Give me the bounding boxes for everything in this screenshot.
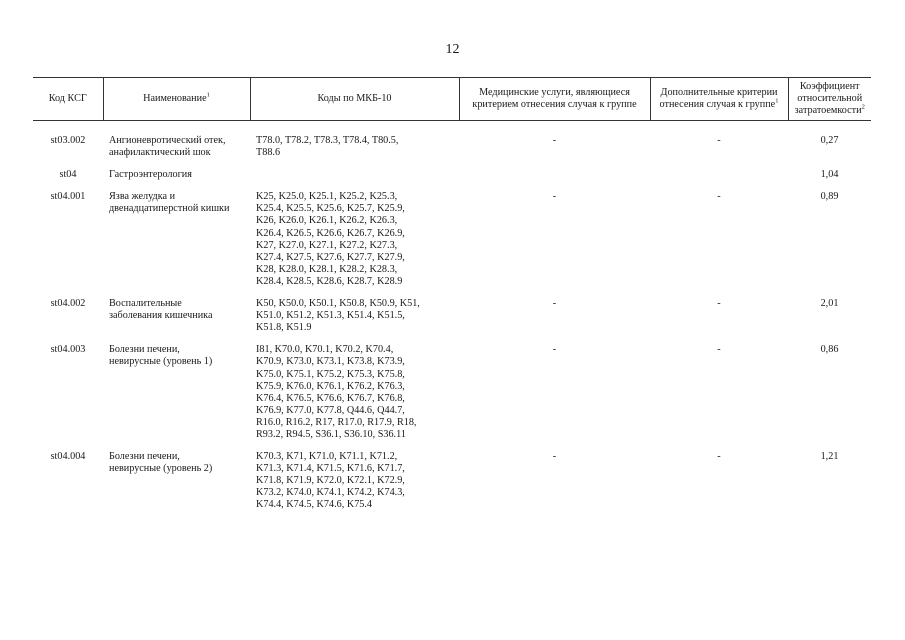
table-row	[33, 135, 871, 159]
table-row	[33, 298, 871, 334]
cell-name-line: Язва желудка и	[109, 191, 176, 203]
cell-mkb	[250, 135, 459, 159]
cell-mkb	[250, 344, 459, 441]
header-code: Код КСГ	[33, 78, 103, 121]
cell-mkb	[250, 298, 459, 334]
cell-name-line: невирусные (уровень 2)	[109, 463, 213, 475]
table-header	[33, 78, 871, 121]
cell-mkb-line: K51.0, K51.2, K51.3, K51.4, K51.5,	[256, 310, 405, 322]
cell-services: -	[552, 191, 557, 203]
cell-mkb-line: K26, K26.0, K26.1, K26.2, K26.3,	[256, 215, 398, 227]
cell-mkb-line: K76.4, K76.5, K76.6, K76.7, K76.8,	[256, 392, 405, 404]
cell-mkb-line: K71.8, K71.9, K72.0, K72.1, K72.9,	[256, 475, 405, 487]
footnote-mark: 2	[861, 103, 865, 111]
cell-criteria: -	[717, 298, 721, 310]
cell-name-line: заболевания кишечника	[109, 310, 213, 322]
page-number: 12	[445, 42, 460, 57]
cell-mkb-line: K74.4, K74.5, K74.6, K75.4	[256, 499, 373, 511]
cell-code: st04.004	[50, 451, 86, 463]
cell-mkb-line: R93.2, R94.5, S36.1, S36.10, S36.11	[256, 428, 406, 440]
header-services: Медицинские услуги, являющиеся критерием отнесения случая к группе	[459, 78, 650, 121]
footnote-mark: 1	[206, 91, 210, 99]
cell-name-line: Гастроэнтерология	[109, 169, 192, 181]
cell-name	[103, 169, 250, 181]
cell-mkb-line: K75.9, K76.0, K76.1, K76.2, K76.3,	[256, 380, 405, 392]
header-name: Наименование$^1$	[103, 78, 250, 121]
cell-coef: 0,89	[820, 191, 839, 203]
cell-name	[103, 344, 250, 441]
cell-mkb-line: K28.4, K28.5, K28.6, K28.7, K28.9	[256, 275, 403, 287]
cell-criteria: -	[717, 191, 721, 203]
cell-criteria: -	[717, 135, 721, 146]
cell-mkb-line: I81, K70.0, K70.1, K70.2, K70.4,	[256, 344, 394, 356]
cell-mkb-line: T78.0, T78.2, T78.3, T78.4, T80.5,	[256, 135, 399, 146]
cell-mkb-line: K70.3, K71, K71.0, K71.1, K71.2,	[256, 451, 398, 463]
cell-coef: 1,21	[820, 451, 839, 463]
header-criteria: Дополнительные критерии отнесения случая к группе$^1$	[650, 78, 788, 121]
header-mkb: Коды по МКБ-10	[250, 78, 459, 121]
cell-services: -	[552, 344, 557, 356]
table-row	[33, 451, 871, 511]
cell-mkb-line: K28, K28.0, K28.1, K28.2, K28.3,	[256, 263, 398, 275]
cell-criteria: -	[717, 344, 721, 356]
cell-name-line: Болезни печени,	[109, 344, 180, 356]
cell-mkb-line: K25, K25.0, K25.1, K25.2, K25.3,	[256, 191, 398, 203]
cell-mkb	[250, 451, 459, 511]
header-coef: Коэффициент относительной затратоемкости$^2$	[788, 78, 871, 121]
cell-name-line: Воспалительные	[109, 298, 182, 310]
cell-name	[103, 451, 250, 511]
cell-code: st04.003	[50, 344, 86, 356]
cell-mkb-line: K75.0, K75.1, K75.2, K75.3, K75.8,	[256, 368, 405, 380]
cell-name-line: Ангионевротический отек,	[109, 135, 226, 146]
cell-name	[103, 191, 250, 288]
table-row	[33, 344, 871, 441]
cell-services: -	[552, 451, 557, 463]
cell-name-line: невирусные (уровень 1)	[109, 356, 213, 368]
cell-mkb-line: K50, K50.0, K50.1, K50.8, K50.9, K51,	[256, 298, 420, 310]
cell-services: -	[552, 298, 557, 310]
cell-mkb-line: K27.4, K27.5, K27.6, K27.7, K27.9,	[256, 251, 405, 263]
footnote-mark: 1	[775, 97, 779, 105]
cell-services	[459, 169, 650, 181]
table-row	[33, 169, 871, 181]
cell-mkb	[250, 169, 459, 181]
cell-code: st03.002	[50, 135, 86, 146]
cell-coef: 2,01	[820, 298, 839, 310]
table-row	[33, 191, 871, 288]
cell-mkb-line: K76.9, K77.0, K77.8, Q44.6, Q44.7,	[256, 404, 405, 416]
cell-mkb-line: R16.0, R16.2, R17, R17.0, R17.9, R18,	[256, 416, 417, 428]
cell-mkb-line: K73.2, K74.0, K74.1, K74.2, K74.3,	[256, 487, 405, 499]
cell-mkb-line: K27, K27.0, K27.1, K27.2, K27.3,	[256, 239, 398, 251]
cell-mkb	[250, 191, 459, 288]
cell-name-line: анафилактический шок	[109, 147, 211, 159]
cell-name	[103, 298, 250, 334]
cell-code: st04.001	[50, 191, 86, 203]
ksg-table	[33, 77, 871, 512]
cell-coef: 0,86	[820, 344, 839, 356]
cell-mkb-line: K70.9, K73.0, K73.1, K73.8, K73.9,	[256, 356, 405, 368]
cell-criteria	[650, 169, 788, 181]
cell-coef: 1,04	[820, 169, 839, 181]
cell-mkb-line: T88.6	[256, 147, 281, 159]
table-body	[33, 121, 871, 512]
cell-name-line: Болезни печени,	[109, 451, 180, 463]
cell-mkb-line: K71.3, K71.4, K71.5, K71.6, K71.7,	[256, 463, 405, 475]
cell-name	[103, 135, 250, 159]
cell-criteria: -	[717, 451, 721, 463]
cell-coef: 0,27	[820, 135, 839, 146]
cell-code: st04	[59, 169, 77, 181]
cell-mkb-line: K25.4, K25.5, K25.6, K25.7, K25.9,	[256, 203, 405, 215]
cell-services: -	[552, 135, 557, 146]
cell-mkb-line: K26.4, K26.5, K26.6, K26.7, K26.9,	[256, 227, 405, 239]
cell-mkb-line: K51.8, K51.9	[256, 322, 312, 334]
cell-name-line: двенадцатиперстной кишки	[109, 203, 230, 215]
cell-code: st04.002	[50, 298, 86, 310]
